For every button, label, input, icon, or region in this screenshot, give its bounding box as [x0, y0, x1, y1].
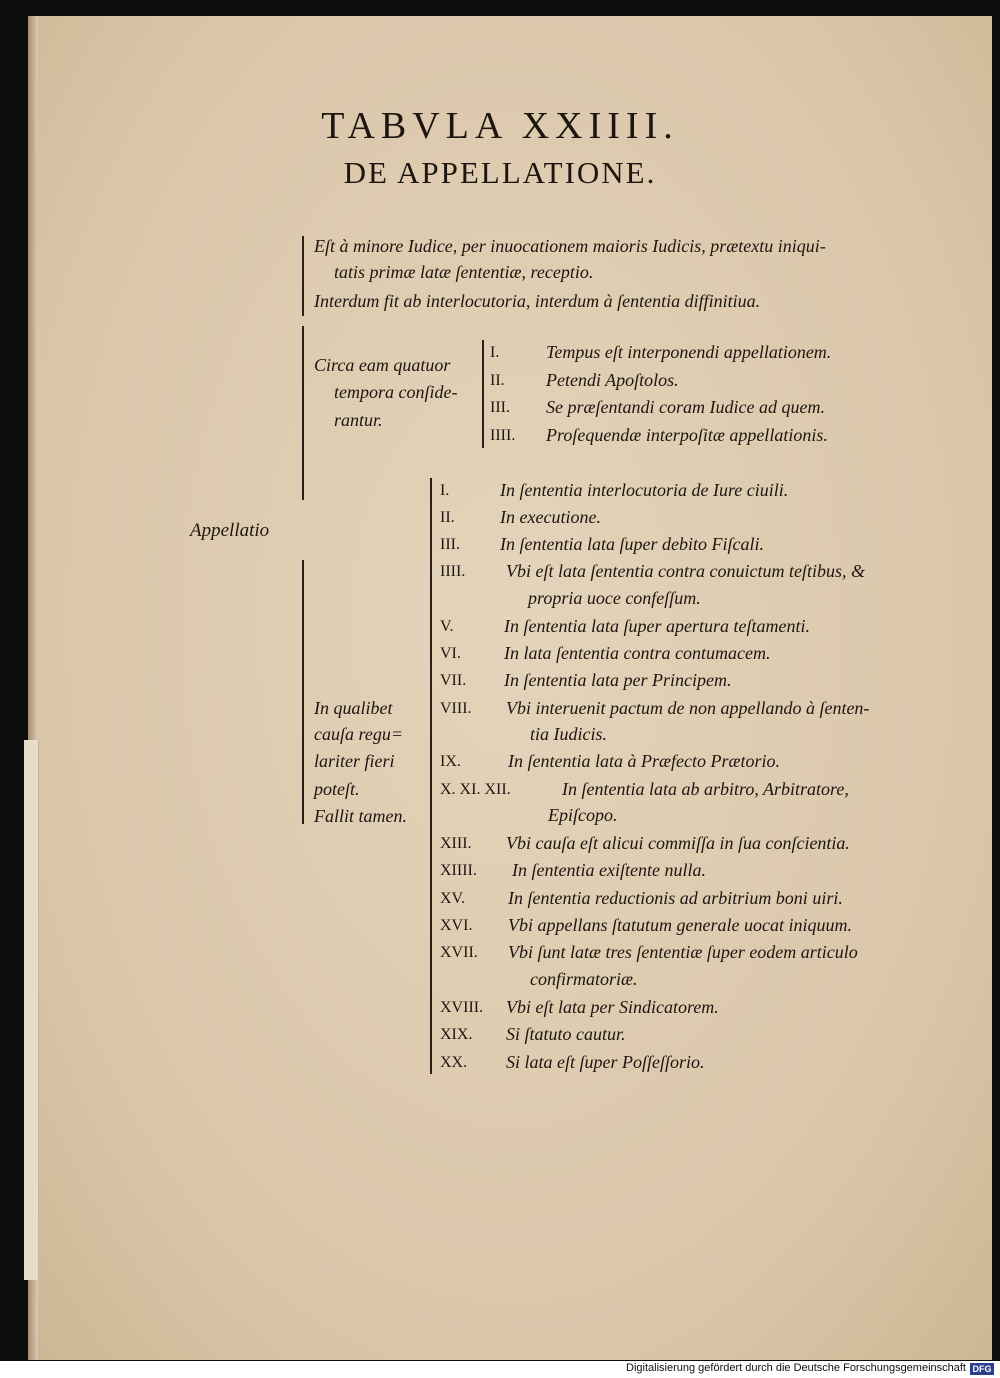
fallit-item-15: Vbi ſunt latæ tres ſententiæ ſuper eodem articulo — [508, 942, 858, 962]
fallit-num-8: VIII. — [440, 700, 472, 717]
fallit-num-16: XVIII. — [440, 999, 484, 1016]
fallit-item-17: Si ſtatuto cautur. — [506, 1024, 626, 1044]
fallit-num-3: III. — [440, 536, 460, 553]
fallit-num-5: V. — [440, 618, 454, 635]
bracket-tempora-items — [482, 340, 484, 448]
fallit-num-11: XIII. — [440, 835, 472, 852]
fallit-num-13: XV. — [440, 890, 466, 907]
fallit-item-9: In ſententia lata à Præfecto Prætorio. — [508, 751, 780, 771]
fallit-item-14: Vbi appellans ſtatutum generale uocat iniquum. — [508, 915, 852, 935]
dfg-logo: DFG — [970, 1363, 994, 1375]
fallit-num-17: XIX. — [440, 1026, 473, 1043]
tempora-num-3: III. — [490, 399, 510, 416]
fallit-num-12: XIIII. — [440, 862, 477, 879]
fallit-item-3: In ſententia lata ſuper debito Fiſcali. — [500, 534, 764, 554]
fallit-item-2: In executione. — [500, 507, 601, 527]
tempora-label-3: rantur. — [334, 410, 383, 430]
bracket-tempora — [302, 326, 304, 500]
fallit-item-18: Si lata eſt ſuper Poſſeſſorio. — [506, 1052, 705, 1072]
page-title: TABVLA XXIIII. — [321, 105, 679, 147]
fallit-item-10: In ſententia lata ab arbitro, Arbitratore, — [562, 779, 849, 799]
fallit-num-14: XVI. — [440, 917, 473, 934]
fallit-item-11: Vbi cauſa eſt alicui commiſſa in ſua conſcientia. — [506, 833, 850, 853]
fallit-num-18: XX. — [440, 1054, 468, 1071]
fallit-num-10: X. XI. XII. — [440, 781, 511, 798]
tempora-item-3: Se præſentandi coram Iudice ad quem. — [546, 397, 825, 417]
fallit-label-5: Fallit tamen. — [314, 806, 407, 826]
fallit-item-4: Vbi eſt lata ſententia contra conuictum teſtibus, & — [506, 561, 865, 581]
fallit-label-4: poteſt. — [314, 779, 360, 799]
fallit-num-15: XVII. — [440, 944, 478, 961]
fallit-num-6: VI. — [440, 645, 461, 662]
fallit-label-2: cauſa regu= — [314, 724, 403, 744]
fallit-item-15-cont: confirmatoriæ. — [530, 969, 638, 989]
fallit-label-1: In qualibet — [314, 698, 393, 718]
fallit-item-7: In ſententia lata per Principem. — [504, 670, 732, 690]
definition-line-2: tatis primæ latæ ſententiæ, receptio. — [334, 262, 594, 282]
tempora-num-2: II. — [490, 372, 505, 389]
bracket-fallit-items — [430, 478, 432, 1074]
footer-bar — [0, 1361, 1000, 1378]
fallit-item-1: In ſententia interlocutoria de Iure ciuili. — [500, 480, 789, 500]
definition-line-1: Eſt à minore Iudice, per inuocationem maioris Iudicis, prætextu iniqui- — [314, 236, 826, 256]
tempora-label-1: Circa eam quatuor — [314, 355, 451, 375]
footer-credit: Digitalisierung gefördert durch die Deutsche Forschungsgemeinschaft — [626, 1362, 966, 1374]
fallit-item-5: In ſententia lata ſuper apertura teſtamenti. — [504, 616, 810, 636]
fallit-item-12: In ſententia exiſtente nulla. — [512, 860, 706, 880]
tempora-label-2: tempora conſide- — [334, 382, 458, 402]
tempora-num-4: IIII. — [490, 427, 516, 444]
fallit-item-8-cont: tia Iudicis. — [530, 724, 607, 744]
fallit-item-13: In ſententia reductionis ad arbitrium boni uiri. — [508, 888, 843, 908]
tempora-item-1: Tempus eſt interponendi appellationem. — [546, 342, 832, 362]
fallit-num-9: IX. — [440, 753, 461, 770]
page-subtitle: DE APPELLATIONE. — [343, 155, 657, 190]
definition-line-3: Interdum fit ab interlocutoria, interdum à ſententia diffinitiua. — [314, 291, 761, 311]
fallit-label-3: lariter fieri — [314, 751, 395, 771]
tempora-item-4: Proſequendæ interpoſitæ appellationis. — [546, 425, 828, 445]
tempora-item-2: Petendi Apoſtolos. — [546, 370, 679, 390]
fallit-item-6: In lata ſententia contra contumacem. — [504, 643, 771, 663]
bracket-definition — [302, 236, 304, 316]
fallit-item-8: Vbi interuenit pactum de non appellando à ſenten- — [506, 698, 870, 718]
fallit-num-2: II. — [440, 509, 455, 526]
fallit-num-7: VII. — [440, 672, 467, 689]
tempora-num-1: I. — [490, 344, 500, 361]
root-label: Appellatio — [190, 520, 270, 541]
bracket-fallit — [302, 560, 304, 824]
fallit-item-10-cont: Epiſcopo. — [548, 805, 618, 825]
fallit-item-16: Vbi eſt lata per Sindicatorem. — [506, 997, 719, 1017]
paper-edge — [24, 740, 39, 1280]
fallit-num-1: I. — [440, 482, 450, 499]
fallit-num-4: IIII. — [440, 563, 466, 580]
fallit-item-4-cont: propria uoce confeſſum. — [528, 588, 701, 608]
